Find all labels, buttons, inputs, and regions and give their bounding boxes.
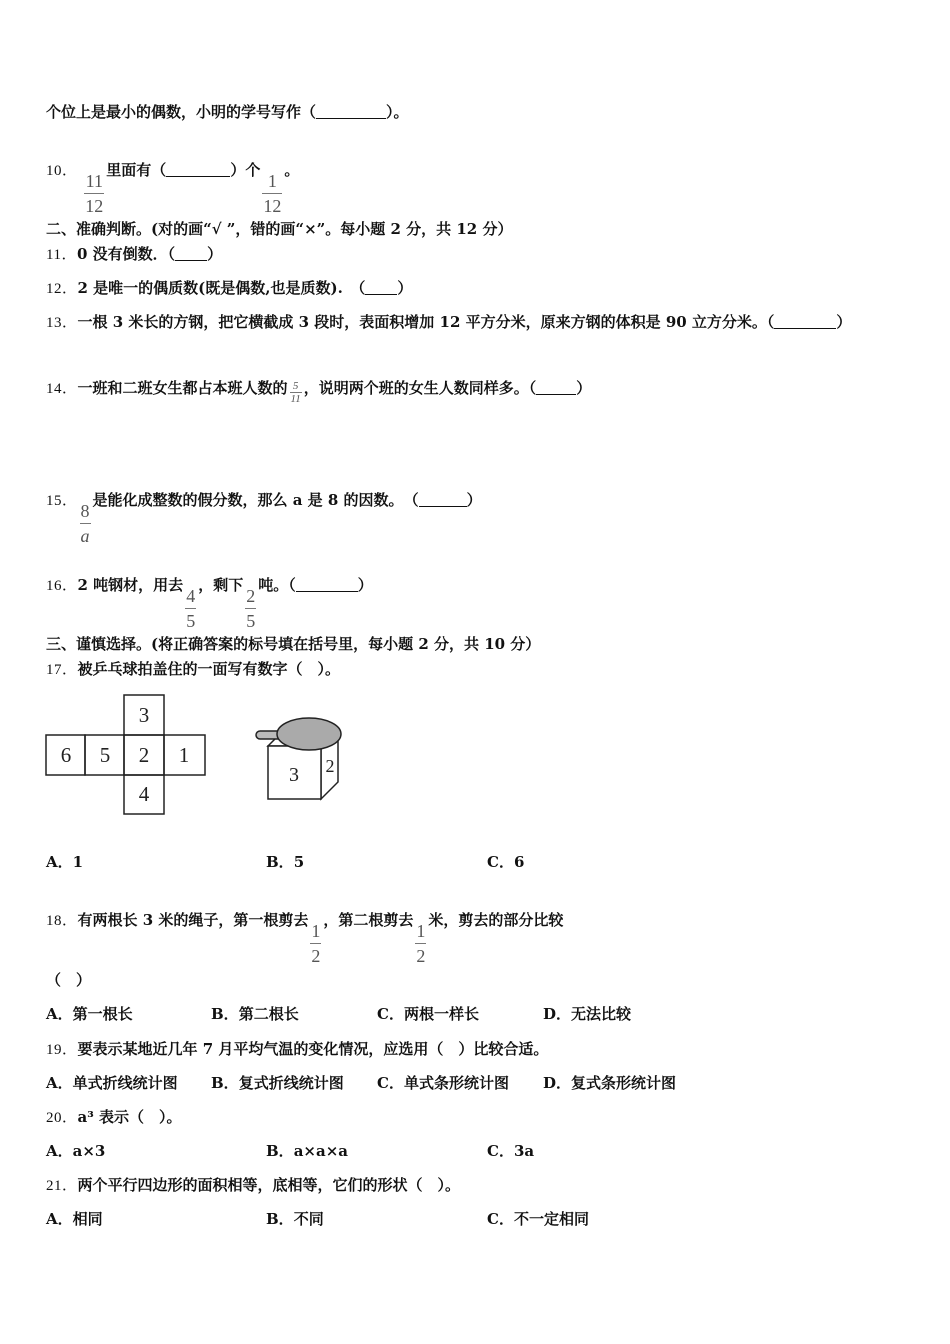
net-label-bottom: 4 [138, 782, 150, 806]
q18-option-c[interactable]: C．两根一样长 [377, 1005, 479, 1023]
fraction: $\frac{1}{2}$ [416, 921, 426, 966]
fraction: $\frac{8}{a}$ [80, 501, 90, 546]
net-label: 6 [60, 743, 72, 767]
q19-option-a[interactable]: A．单式折线统计图 [46, 1074, 178, 1092]
answer-blank[interactable] [296, 577, 358, 592]
q18-answer-paren[interactable]: （ ） [46, 971, 92, 989]
q18-option-a[interactable]: A．第一根长 [46, 1005, 133, 1023]
question-12: 12．2 是唯一的偶质数(既是偶数,也是质数). （ ） [46, 279, 413, 297]
question-17: 17．被乒乓球拍盖住的一面写有数字（ ）。 [46, 660, 341, 678]
cube-side-label: 2 [325, 756, 335, 776]
answer-blank[interactable] [166, 162, 230, 177]
q19-option-c[interactable]: C．单式条形统计图 [377, 1074, 509, 1092]
q17-option-c[interactable]: C．6 [487, 853, 525, 871]
fraction: $\frac{11}{12}$ [85, 171, 104, 216]
q20-option-b[interactable]: B．a×a×a [266, 1142, 348, 1160]
q17-option-b[interactable]: B．5 [266, 853, 305, 871]
question-16: 16．2 吨钢材，用去 $\frac{4}{5}$ ，剩下 $\frac{2}{5}$ 吨。（ ） [46, 576, 373, 631]
q21-option-b[interactable]: B．不同 [266, 1210, 324, 1228]
question-11: 11．0 没有倒数．（ ） [46, 245, 223, 263]
answer-blank[interactable] [316, 104, 386, 119]
q18-option-b[interactable]: B．第二根长 [211, 1005, 299, 1023]
cube-front-label: 3 [289, 764, 299, 786]
fraction: $\frac{1}{2}$ [311, 921, 321, 966]
question-15: 15． $\frac{8}{a}$ 是能化成整数的假分数，那么 a 是 8 的因数。 （ ） [46, 491, 482, 546]
q21-option-a[interactable]: A．相同 [46, 1210, 103, 1228]
question-14: 14．一班和二班女生都占本班人数的 $\frac{5}{11}$ ，说明两个班的女生人数同样多。（ ） [46, 379, 592, 405]
q19-option-d[interactable]: D．复式条形统计图 [543, 1074, 677, 1092]
net-label: 5 [99, 743, 111, 767]
q20-option-a[interactable]: A．a×3 [46, 1142, 106, 1160]
fraction: $\frac{5}{11}$ [290, 380, 301, 405]
q9-tail: 个位上是最小的偶数，小明的学号写作（ ）。 [46, 103, 409, 121]
net-label: 1 [178, 743, 190, 767]
section-2-title: 二、准确判断。(对的画“√ ”，错的画“×”。每小题 2 分，共 12 分） [46, 220, 513, 238]
fraction: $\frac{1}{12}$ [263, 171, 282, 216]
net-label-top: 3 [138, 703, 150, 727]
q19-option-b[interactable]: B．复式折线统计图 [211, 1074, 344, 1092]
cube-net-diagram [44, 694, 209, 816]
question-13: 13．一根 3 米长的方钢，把它横截成 3 段时，表面积增加 12 平方分米，原来方钢的体积是 90 立方分米。（ ） [46, 313, 852, 331]
section-3-title: 三、谨慎选择。(将正确答案的标号填在括号里，每小题 2 分，共 10 分） [46, 635, 541, 653]
question-18: 18．有两根长 3 米的绳子，第一根剪去 $\frac{1}{2}$ ，第二根剪去 $\frac{1}{2}$ 米，剪去的部分比较 [46, 911, 564, 966]
fraction: $\frac{2}{5}$ [246, 586, 256, 631]
fraction: $\frac{4}{5}$ [186, 586, 196, 631]
answer-blank[interactable] [536, 380, 576, 395]
answer-blank[interactable] [175, 246, 207, 261]
answer-blank[interactable] [774, 314, 836, 329]
q20-option-c[interactable]: C．3a [487, 1142, 535, 1160]
question-10: 10． $\frac{11}{12}$ 里面有（ ）个 $\frac{1}{12}$ 。 [46, 161, 300, 216]
answer-blank[interactable] [419, 492, 467, 507]
q21-option-c[interactable]: C．不一定相同 [487, 1210, 589, 1228]
q18-option-d[interactable]: D．无法比较 [543, 1005, 632, 1023]
answer-blank[interactable] [365, 280, 397, 295]
question-19: 19．要表示某地近几年 7 月平均气温的变化情况，应选用（ ）比较合适。 [46, 1040, 549, 1058]
net-label: 2 [138, 743, 150, 767]
q17-option-a[interactable]: A．1 [46, 853, 84, 871]
question-21: 21．两个平行四边形的面积相等，底相等，它们的形状（ ）。 [46, 1176, 461, 1194]
paddle-icon [277, 718, 341, 750]
question-20: 20．a³ 表示（ ）。 [46, 1108, 182, 1126]
cube-paddle-diagram [252, 716, 352, 802]
